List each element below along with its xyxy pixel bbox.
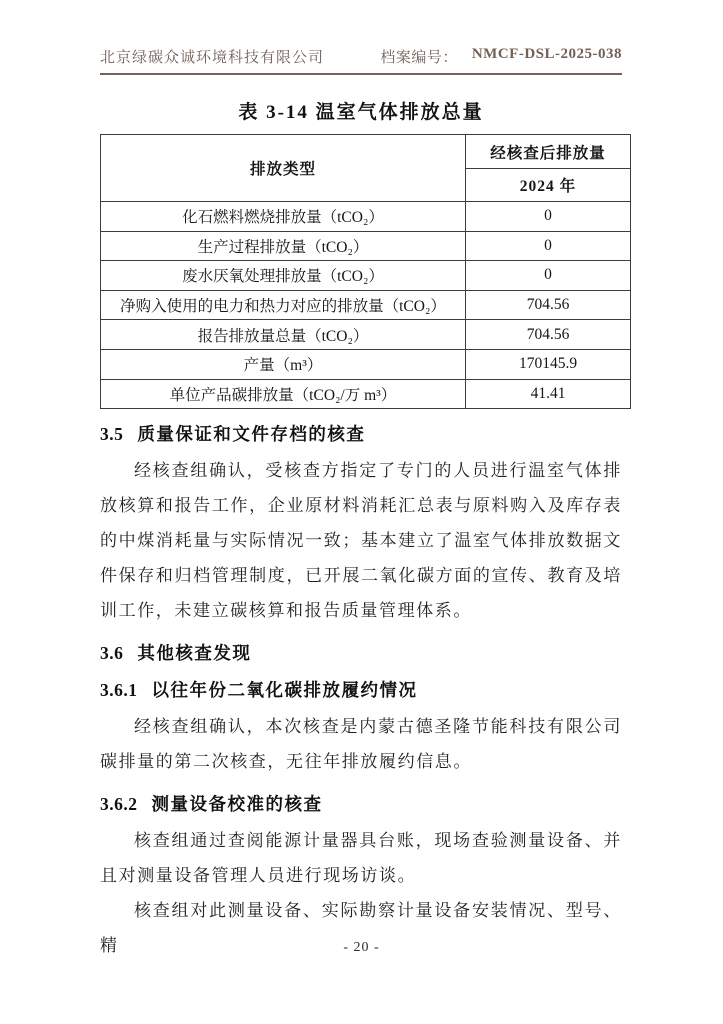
section-heading-3-6-2 bbox=[100, 792, 622, 816]
row-value: 0 bbox=[466, 231, 631, 261]
paragraph: 核查组通过查阅能源计量器具台账，现场查验测量设备、并且对测量设备管理人员进行现场访谈。 bbox=[100, 831, 622, 886]
section-title: 其他核查发现 bbox=[137, 643, 252, 664]
section-number: 3.6 bbox=[100, 643, 124, 664]
section-number: 3.6.1 bbox=[100, 680, 138, 701]
ghg-emissions-table bbox=[100, 134, 631, 409]
row-value: 704.56 bbox=[466, 290, 631, 320]
row-value: 0 bbox=[466, 202, 631, 232]
table-row bbox=[101, 379, 631, 409]
section-heading-3-5 bbox=[100, 422, 622, 446]
table-row bbox=[101, 290, 631, 320]
row-value: 41.41 bbox=[466, 379, 631, 409]
section-number: 3.6.2 bbox=[100, 794, 138, 815]
table-header-verified-emissions: 经核查后排放量 bbox=[466, 135, 631, 169]
table-row bbox=[101, 261, 631, 291]
section-heading-3-6-1 bbox=[100, 678, 622, 702]
company-name: 北京绿碳众诚环境科技有限公司 bbox=[100, 50, 325, 66]
paragraph: 经核查组确认，本次核查是内蒙古德圣隆节能科技有限公司碳排量的第二次核查，无往年排放履约信息。 bbox=[100, 717, 622, 772]
section-heading-3-6 bbox=[100, 641, 622, 665]
row-value: 170145.9 bbox=[466, 349, 631, 379]
archive-number-label: 档案编号： bbox=[380, 50, 458, 66]
row-label: 净购入使用的电力和热力对应的排放量（tCO₂） bbox=[101, 290, 466, 320]
row-value: 704.56 bbox=[466, 320, 631, 350]
table-row bbox=[101, 349, 631, 379]
row-label: 化石燃料燃烧排放量（tCO₂） bbox=[101, 202, 466, 232]
row-label: 报告排放量总量（tCO₂） bbox=[101, 320, 466, 350]
document-page bbox=[100, 0, 622, 963]
table-title: 表 3-14 温室气体排放总量 bbox=[238, 102, 484, 123]
section-title: 以往年份二氧化碳排放履约情况 bbox=[151, 680, 418, 701]
page-number: - 20 - bbox=[343, 940, 380, 955]
table-row bbox=[101, 320, 631, 350]
archive-number-value: NMCF-DSL-2025-038 bbox=[471, 46, 622, 62]
section-title: 测量设备校准的核查 bbox=[151, 794, 323, 815]
section-number: 3.5 bbox=[100, 424, 124, 445]
table-row bbox=[101, 231, 631, 261]
page-header bbox=[100, 0, 622, 75]
paragraph: 核查组对此测量设备、实际勘察计量设备安装情况、型号、精 bbox=[100, 901, 622, 956]
paragraph: 经核查组确认，受核查方指定了专门的人员进行温室气体排放核算和报告工作，企业原材料消耗汇总表与原料购入及库存表的中煤消耗量与实际情况一致；基本建立了温室气体排放数据文件保存和归档管理制度，已开展二氧化碳方面的宣传、教育及培训工作，未建立碳核算和报告质量管理体系。 bbox=[100, 461, 622, 621]
section-title: 质量保证和文件存档的核查 bbox=[137, 424, 366, 445]
row-label: 废水厌氧处理排放量（tCO₂） bbox=[101, 261, 466, 291]
row-label: 生产过程排放量（tCO₂） bbox=[101, 231, 466, 261]
table-header-year: 2024 年 bbox=[466, 169, 631, 202]
archive-number-group bbox=[380, 46, 622, 67]
row-value: 0 bbox=[466, 261, 631, 291]
table-row bbox=[101, 202, 631, 232]
table-header-emission-type: 排放类型 bbox=[101, 135, 466, 202]
row-label: 产量（m³） bbox=[101, 349, 466, 379]
row-label: 单位产品碳排放量（tCO₂/万 m³） bbox=[101, 379, 466, 409]
